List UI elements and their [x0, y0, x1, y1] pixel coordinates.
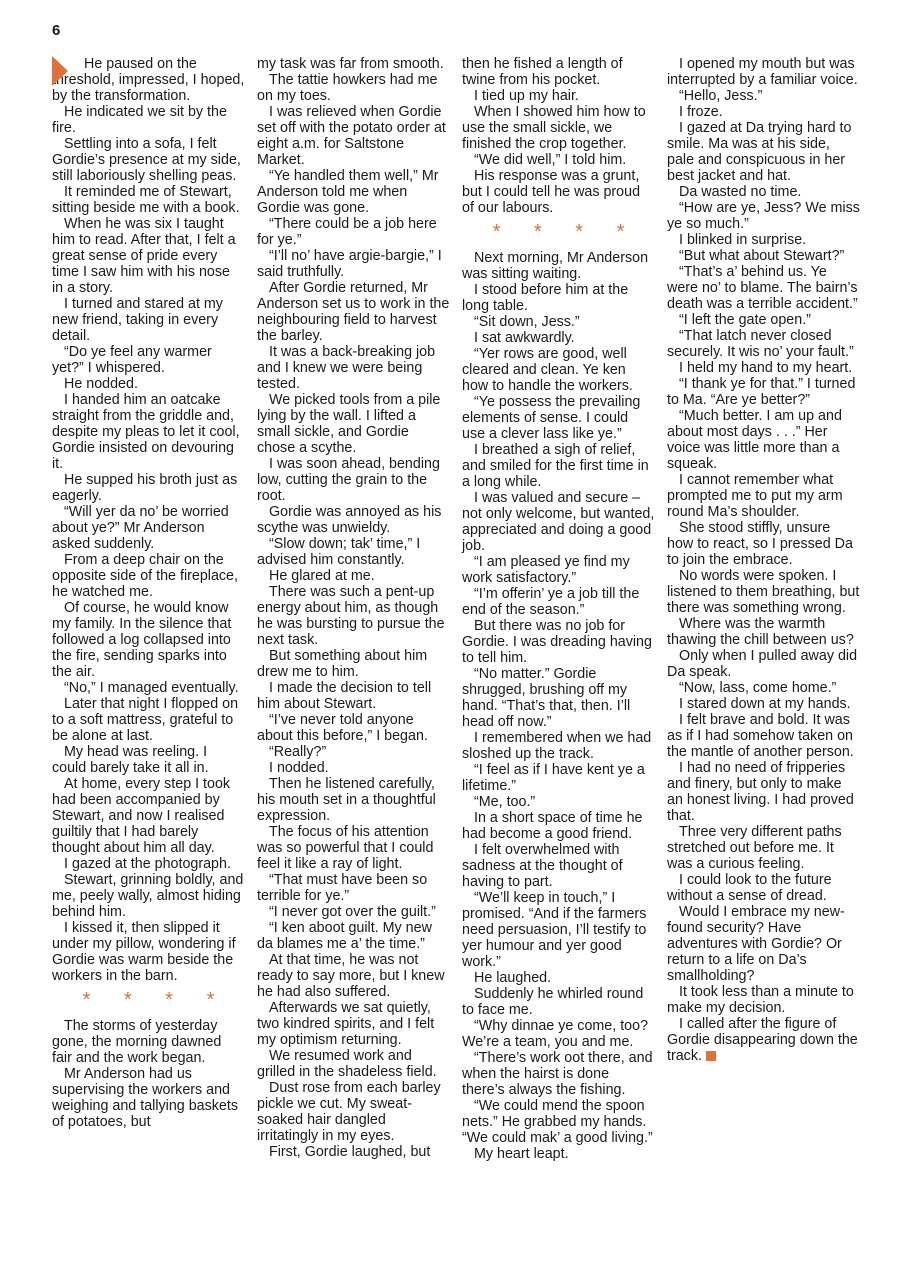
paragraph: I could look to the future without a sense of dread.	[667, 872, 832, 904]
paragraph: “I’ll no’ have argie-bargie,” I said truthfully.	[257, 248, 442, 280]
paragraph: “No matter.” Gordie shrugged, brushing off my hand. “That’s that, then. I’ll head off now.”	[462, 666, 631, 730]
paragraph: We picked tools from a pile lying by the wall. I lifted a small sickle, and Gordie chose a scythe.	[257, 392, 441, 456]
paragraph: I had no need of fripperies and finery, but only to make an honest living. I had proved that.	[667, 760, 854, 824]
paragraph: Dust rose from each barley pickle we cut. My sweat-soaked hair dangled irritatingly in my eyes.	[257, 1080, 441, 1144]
paragraph: I tied up my hair.	[474, 88, 579, 104]
paragraph: “Ye possess the prevailing elements of sense. I could use a clever lass like ye.”	[462, 394, 641, 442]
paragraph: “Me, too.”	[474, 794, 536, 810]
paragraph: I handed him an oatcake straight from the griddle and, despite my pleas to let it cool, Gordie insisted on devouring it.	[52, 392, 240, 472]
paragraph: “Ye handled them well,” Mr Anderson told me when Gordie was gone.	[257, 168, 439, 216]
paragraph: At that time, he was not ready to say more, but I knew he had also suffered.	[257, 952, 445, 1000]
paragraph: My head was reeling. I could barely take it all in.	[52, 744, 209, 776]
paragraph: “We’ll keep in touch,” I promised. “And if the farmers need persuasion, I’ll testify to yer humour and yer good work.”	[462, 890, 647, 970]
paragraph: It took less than a minute to make my decision.	[667, 984, 854, 1016]
paragraph: I made the decision to tell him about Stewart.	[257, 680, 432, 712]
arrow-marker-icon	[52, 56, 68, 86]
paragraph: “I thank ye for that.” I turned to Ma. “Are ye better?”	[667, 376, 856, 408]
paragraph: “I am pleased ye find my work satisfactory.”	[462, 554, 630, 586]
paragraph: I felt overwhelmed with sadness at the thought of having to part.	[462, 842, 623, 890]
paragraph: It was a back-breaking job and I knew we were being tested.	[257, 344, 436, 392]
paragraph: Settling into a sofa, I felt Gordie’s presence at my side, still laboriously shelling peas.	[52, 136, 241, 184]
paragraph: “I left the gate open.”	[679, 312, 811, 328]
paragraph: “Why dinnae ye come, too? We’re a team, you and me.	[462, 1018, 649, 1050]
paragraph: Gordie was annoyed as his scythe was unwieldy.	[257, 504, 442, 536]
paragraph: Then he listened carefully, his mouth set in a thoughtful expression.	[257, 776, 436, 824]
paragraph: “Hello, Jess.”	[679, 88, 763, 104]
paragraph: my task was far from smooth.	[257, 56, 444, 72]
paragraph: At home, every step I took had been accompanied by Stewart, and now I realised guiltily that I had barely thought about him all day.	[52, 776, 231, 856]
paragraph: “I’m offerin’ ye a job till the end of the season.”	[462, 586, 640, 618]
paragraph: “I feel as if I have kent ye a lifetime.”	[462, 762, 645, 794]
paragraph: “But what about Stewart?”	[679, 248, 845, 264]
paragraph: The focus of his attention was so powerful that I could feel it like a ray of light.	[257, 824, 434, 872]
paragraph: In a short space of time he had become a good friend.	[462, 810, 643, 842]
page-number: 6	[52, 22, 61, 39]
paragraph: I cannot remember what prompted me to put my arm round Ma’s shoulder.	[667, 472, 843, 520]
paragraph: “Much better. I am up and about most days . . .” Her voice was little more than a squeak.	[667, 408, 842, 472]
paragraph: “That latch never closed securely. It wis no’ your fault.”	[667, 328, 854, 360]
paragraph: I kissed it, then slipped it under my pillow, wondering if Gordie was warm beside the workers in the barn.	[52, 920, 236, 984]
paragraph: It reminded me of Stewart, sitting beside me with a book.	[52, 184, 240, 216]
paragraph: My heart leapt.	[474, 1146, 569, 1162]
paragraph: Only when I pulled away did Da speak.	[667, 648, 858, 680]
paragraph: I sat awkwardly.	[474, 330, 575, 346]
paragraph: Suddenly he whirled round to face me.	[462, 986, 644, 1018]
paragraph: I froze.	[679, 104, 723, 120]
paragraph: But something about him drew me to him.	[257, 648, 428, 680]
paragraph: Afterwards we sat quietly, two kindred spirits, and I felt my optimism returning.	[257, 1000, 435, 1048]
paragraph: Da wasted no time.	[679, 184, 802, 200]
paragraph: “Do ye feel any warmer yet?” I whispered.	[52, 344, 212, 376]
paragraph: When I showed him how to use the small sickle, we finished the crop together.	[462, 104, 646, 152]
paragraph: First, Gordie laughed, but	[269, 1144, 431, 1160]
paragraph: I breathed a sigh of relief, and smiled for the first time in a long while.	[462, 442, 649, 490]
paragraph: I gazed at the photograph.	[64, 856, 231, 872]
paragraph: There was such a pent-up energy about him, as though he was bursting to pursue the next task.	[257, 584, 445, 648]
paragraph: “We did well,” I told him.	[474, 152, 627, 168]
column-2	[257, 56, 450, 1162]
paragraph: The tattie howkers had me on my toes.	[257, 72, 438, 104]
paragraph: After Gordie returned, Mr Anderson set us to work in the neighbouring field to harvest the barley.	[257, 280, 450, 344]
paragraph: When he was six I taught him to read. After that, I felt a great sense of pride every time I saw him with his nose in a story.	[52, 216, 236, 296]
paragraph: But there was no job for Gordie. I was dreading having to tell him.	[462, 618, 652, 666]
paragraph: I remembered when we had sloshed up the track.	[462, 730, 652, 762]
paragraph: Stewart, grinning boldly, and me, peely wally, almost hiding behind him.	[52, 872, 244, 920]
paragraph: Mr Anderson had us supervising the workers and weighing and tallying baskets of potatoes, but	[52, 1066, 238, 1130]
paragraph: “That must have been so terrible for ye.”	[257, 872, 428, 904]
paragraph: “There’s work oot there, and when the hairst is done there’s always the fishing.	[462, 1050, 653, 1098]
column-1	[52, 56, 245, 1162]
paragraph: “Now, lass, come home.”	[679, 680, 837, 696]
paragraph: “Sit down, Jess.”	[474, 314, 580, 330]
paragraph: From a deep chair on the opposite side of the fireplace, he watched me.	[52, 552, 238, 600]
paragraph: I opened my mouth but was interrupted by a familiar voice.	[667, 56, 858, 88]
paragraph: Would I embrace my new-found security? Have adventures with Gordie? Or return to a life on Da’s smallholding?	[667, 904, 845, 984]
paragraph: She stood stiffly, unsure how to react, so I pressed Da to join the embrace.	[667, 520, 853, 568]
paragraph: Three very different paths stretched out before me. It was a curious feeling.	[667, 824, 842, 872]
paragraph: then he fished a length of twine from his pocket.	[462, 56, 623, 88]
paragraph: I was soon ahead, bending low, cutting the grain to the root.	[257, 456, 440, 504]
paragraph: His response was a grunt, but I could tell he was proud of our labours.	[462, 168, 641, 216]
paragraph: “How are ye, Jess? We miss ye so much.”	[667, 200, 860, 232]
paragraph: I was relieved when Gordie set off with the potato order at eight a.m. for Saltstone Market.	[257, 104, 446, 168]
scene-break: * * * *	[82, 989, 229, 1011]
paragraph: “Yer rows are good, well cleared and clean. Ye ken how to handle the workers.	[462, 346, 633, 394]
column-4	[667, 56, 860, 1162]
paragraph: Later that night I flopped on to a soft mattress, grateful to be alone at last.	[52, 696, 239, 744]
paragraph: “That’s a’ behind us. Ye were no’ to blame. The bairn’s death was a terrible accident.”	[667, 264, 858, 312]
paragraph: “Really?”	[269, 744, 327, 760]
paragraph: Where was the warmth thawing the chill between us?	[667, 616, 854, 648]
paragraph: I gazed at Da trying hard to smile. Ma was at his side, pale and conspicuous in her best jacket and hat.	[667, 120, 852, 184]
paragraph: He indicated we sit by the fire.	[52, 104, 227, 136]
paragraph: He paused on the threshold, impressed, I hoped, by the transformation.	[52, 56, 245, 104]
paragraph: Of course, he would know my family. In the silence that followed a log collapsed into the fire, sending sparks into the air.	[52, 600, 232, 680]
paragraph: I turned and stared at my new friend, taking in every detail.	[52, 296, 223, 344]
paragraph: I was valued and secure – not only welcome, but wanted, appreciated and doing a good job.	[462, 490, 655, 554]
paragraph: I felt brave and bold. It was as if I had somehow taken on the mantle of another person.	[667, 712, 854, 760]
paragraph: I blinked in surprise.	[679, 232, 807, 248]
story-opening	[52, 56, 245, 984]
end-of-story-icon	[706, 1051, 716, 1061]
paragraph: “We could mend the spoon nets.” He grabbed my hands. “We could mak’ a good living.”	[462, 1098, 653, 1146]
paragraph: No words were spoken. I listened to them breathing, but there was something wrong.	[667, 568, 860, 616]
paragraph: I called after the figure of Gordie disappearing down the track.	[667, 1016, 858, 1064]
paragraph: “No,” I managed eventually.	[64, 680, 239, 696]
paragraph: He glared at me.	[269, 568, 375, 584]
paragraph: He supped his broth just as eagerly.	[52, 472, 238, 504]
paragraph: “Will yer da no’ be worried about ye?” Mr Anderson asked suddenly.	[52, 504, 229, 552]
story-columns	[52, 56, 860, 1162]
paragraph: I stared down at my hands.	[679, 696, 851, 712]
paragraph: He nodded.	[64, 376, 138, 392]
paragraph: I nodded.	[269, 760, 329, 776]
column-3	[462, 56, 655, 1162]
scene-break: * * * *	[492, 221, 639, 243]
paragraph: “I ken aboot guilt. My new da blames me a’ the time.”	[257, 920, 432, 952]
paragraph: We resumed work and grilled in the shadeless field.	[257, 1048, 437, 1080]
paragraph: “I never got over the guilt.”	[269, 904, 436, 920]
paragraph: “Slow down; tak’ time,” I advised him constantly.	[257, 536, 421, 568]
paragraph: Next morning, Mr Anderson was sitting waiting.	[462, 250, 649, 282]
paragraph: I held my hand to my heart.	[679, 360, 853, 376]
paragraph: He laughed.	[474, 970, 552, 986]
paragraph: I stood before him at the long table.	[462, 282, 629, 314]
paragraph: The storms of yesterday gone, the morning dawned fair and the work began.	[52, 1018, 222, 1066]
paragraph: “There could be a job here for ye.”	[257, 216, 437, 248]
paragraph: “I’ve never told anyone about this before,” I began.	[257, 712, 428, 744]
